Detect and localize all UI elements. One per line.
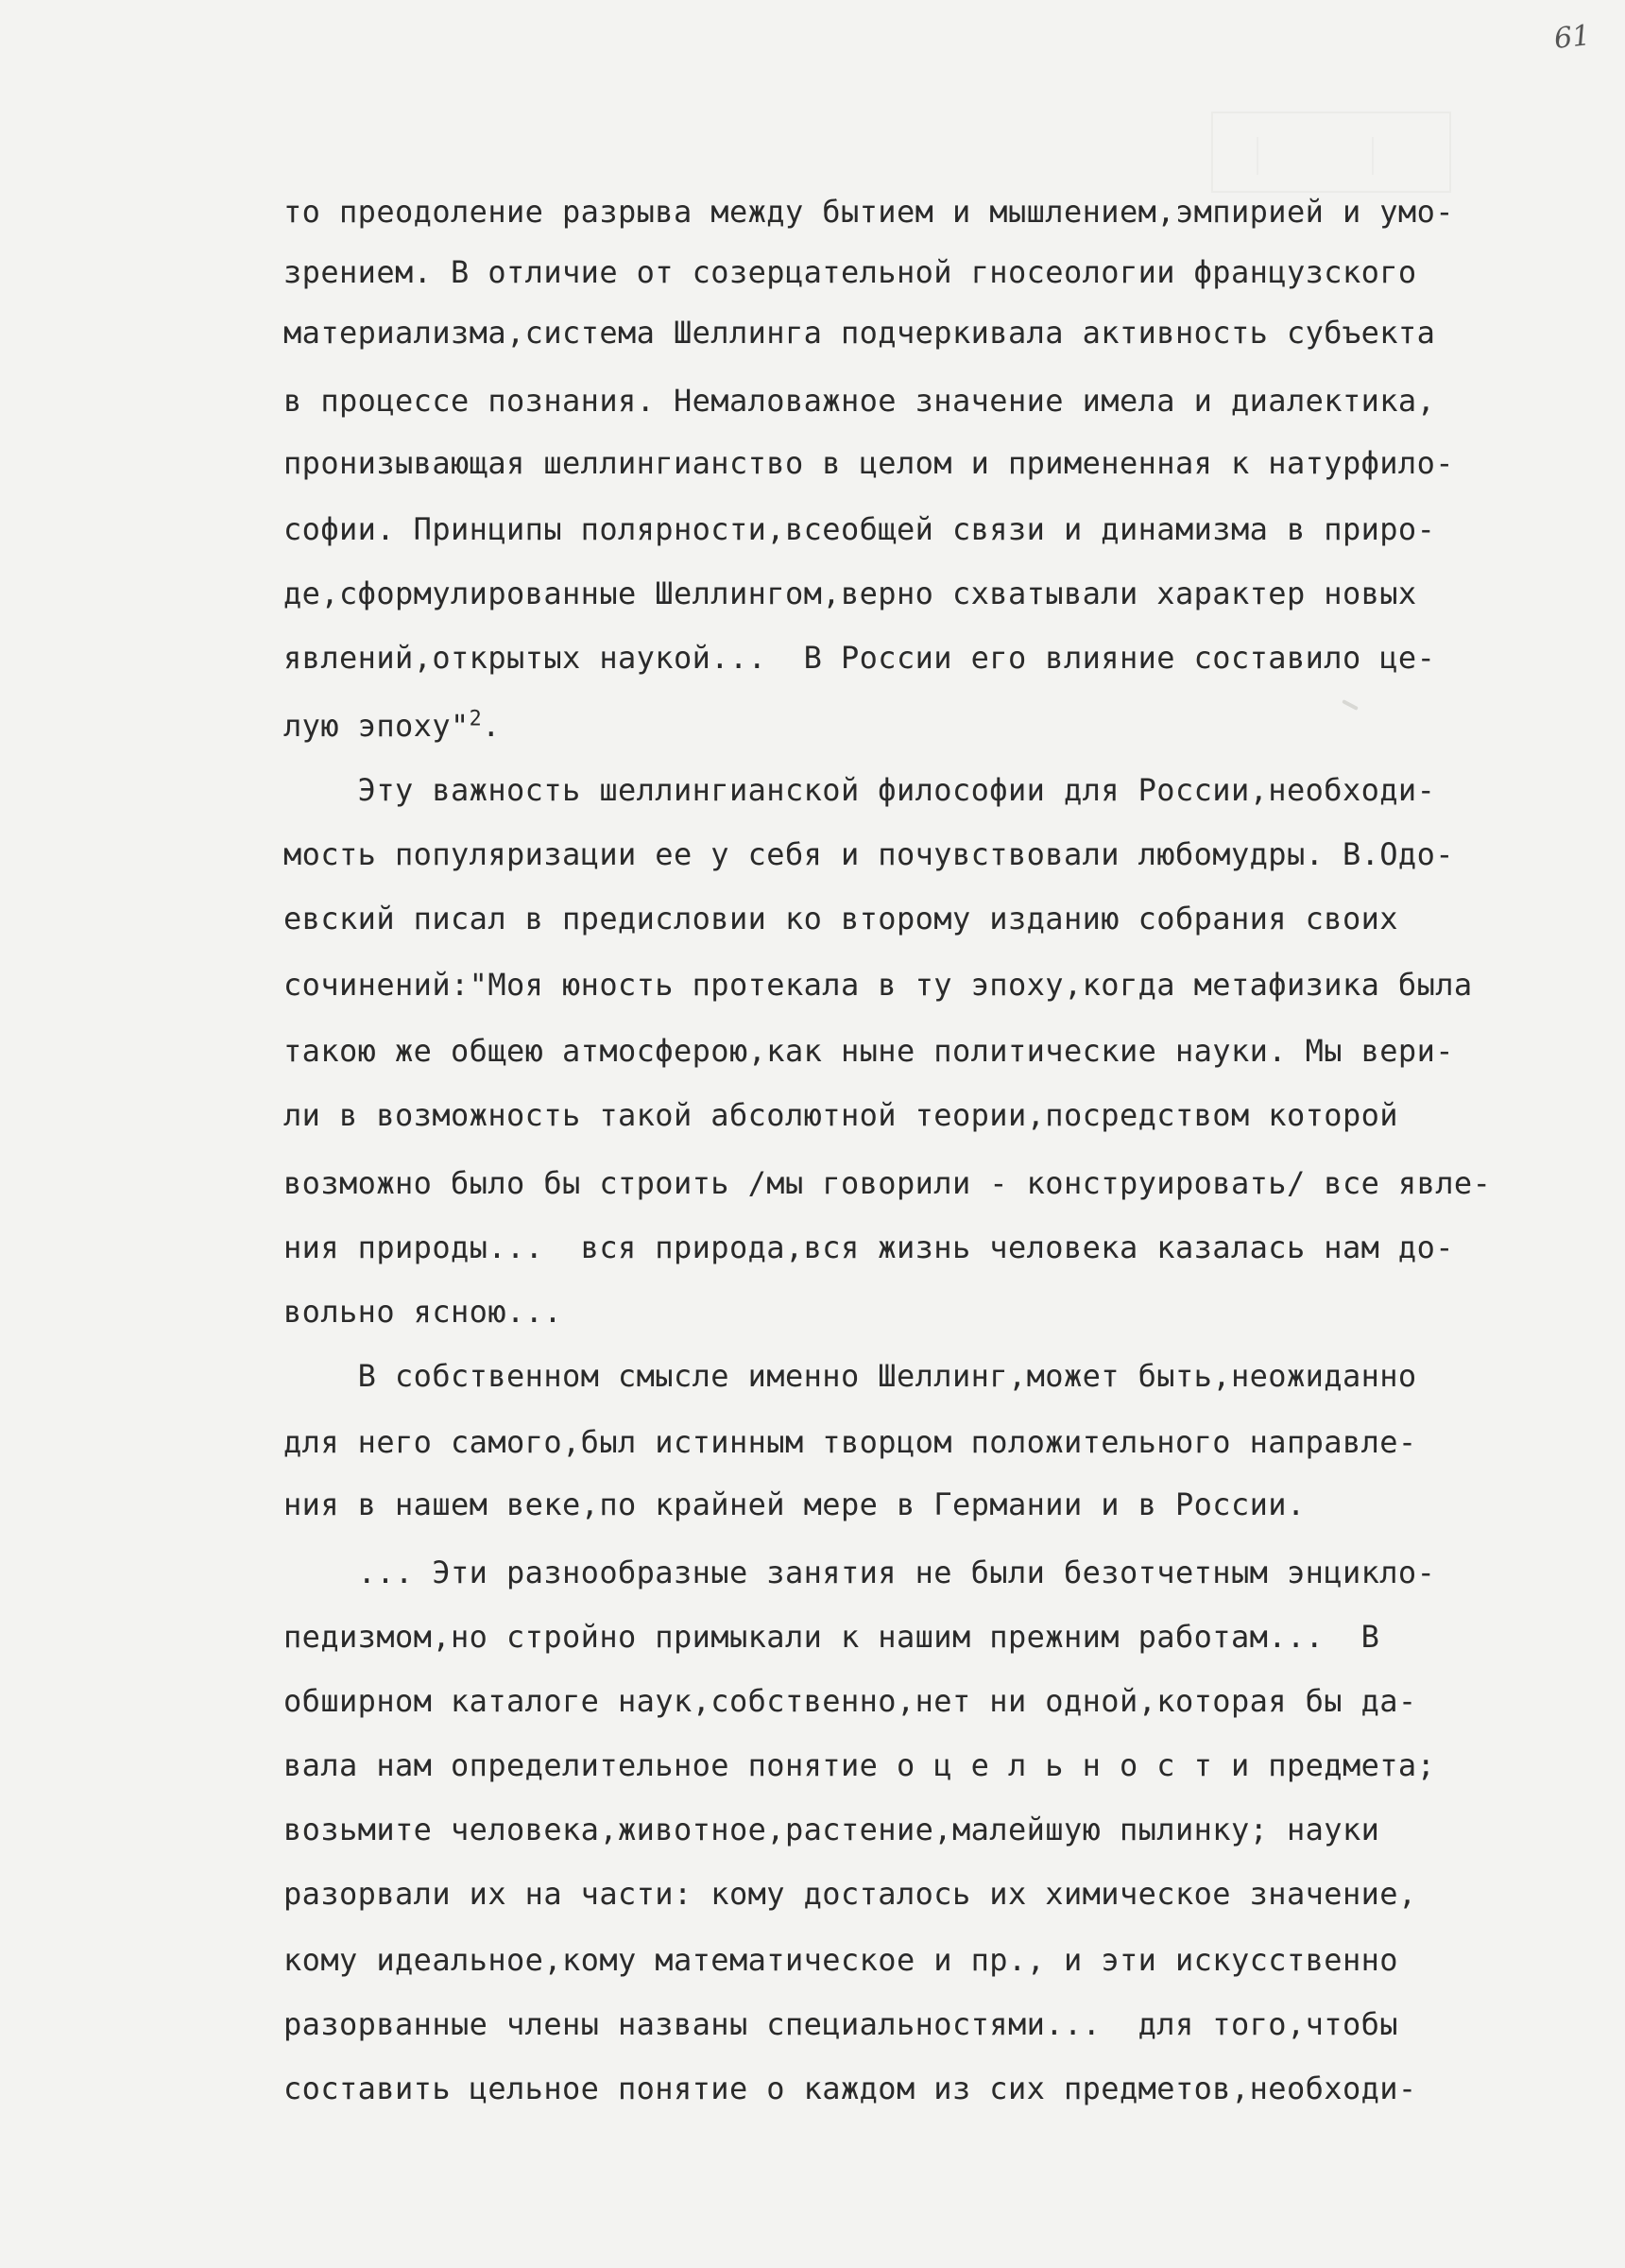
text-line: материализма,система Шеллинга подчеркивала активность субъекта xyxy=(283,315,1436,351)
footnote-reference: 2 xyxy=(469,707,483,731)
text-fragment: . xyxy=(482,708,501,744)
text-line: де,сформулированные Шеллингом,верно схватывали характер новых xyxy=(283,576,1417,611)
text-line: ния природы... вся природа,вся жизнь человека казалась нам до- xyxy=(283,1229,1454,1265)
text-line: софии. Принципы полярности,всеобщей связи и динамизма в приро- xyxy=(283,511,1436,547)
text-line: такою же общею атмосферою,как ныне политические науки. Мы вери- xyxy=(283,1033,1454,1069)
text-line: кому идеальное,кому математическое и пр., и эти искусственно xyxy=(283,1942,1398,1978)
text-line: евский писал в предисловии ко второму изданию собрания своих xyxy=(283,901,1398,936)
text-line: пронизывающая шеллингианство в целом и примененная к натурфило- xyxy=(283,445,1454,481)
text-line-with-footnote xyxy=(283,707,501,744)
text-line: возьмите человека,животное,растение,малейшую пылинку; науки xyxy=(283,1812,1380,1847)
text-line: педизмом,но стройно примыкали к нашим прежним работам... В xyxy=(283,1619,1380,1655)
text-line: то преодоление разрыва между бытием и мышлением,эмпирией и умо- xyxy=(283,194,1454,230)
text-line: Эту важность шеллингианской философии для России,необходи- xyxy=(283,772,1436,808)
text-line: В собственном смысле именно Шеллинг,может быть,неожиданно xyxy=(283,1358,1417,1394)
text-line: ния в нашем веке,по крайней мере в Германии и в России. xyxy=(283,1486,1306,1522)
page-number: 61 xyxy=(1552,19,1592,56)
text-line: ли в возможность такой абсолютной теории,посредством которой xyxy=(283,1097,1398,1133)
text-line: составить цельное понятие о каждом из сих предметов,необходи- xyxy=(283,2070,1417,2106)
text-line: разорвали их на части: кому досталось их химическое значение, xyxy=(283,1876,1417,1912)
text-fragment: лую эпоху" xyxy=(283,708,470,744)
text-line: явлений,открытых наукой... В России его влияние составило це- xyxy=(283,640,1436,676)
text-line: для него самого,был истинным творцом положительного направле- xyxy=(283,1424,1417,1460)
text-line: сочинений:"Моя юность протекала в ту эпоху,когда метафизика была xyxy=(283,967,1473,1003)
text-line: зрением. В отличие от созерцательной гносеологии французского xyxy=(283,254,1417,290)
text-line: ... Эти разнообразные занятия не были безотчетным энцикло- xyxy=(283,1555,1436,1590)
text-line: в процессе познания. Немаловажное значение имела и диалектика, xyxy=(283,383,1436,419)
text-line: возможно было бы строить /мы говорили - конструировать/ все явле- xyxy=(283,1165,1492,1201)
text-line: обширном каталоге наук,собственно,нет ни одной,которая бы да- xyxy=(283,1683,1417,1719)
text-line: разорванные члены названы специальностями... для того,чтобы xyxy=(283,2006,1398,2042)
text-line: вольно ясною... xyxy=(283,1294,562,1330)
text-line: вала нам определительное понятие о ц е л ь н о с т и предмета; xyxy=(283,1747,1436,1783)
text-line: мость популяризации ее у себя и почувствовали любомудры. В.Одо- xyxy=(283,836,1454,872)
